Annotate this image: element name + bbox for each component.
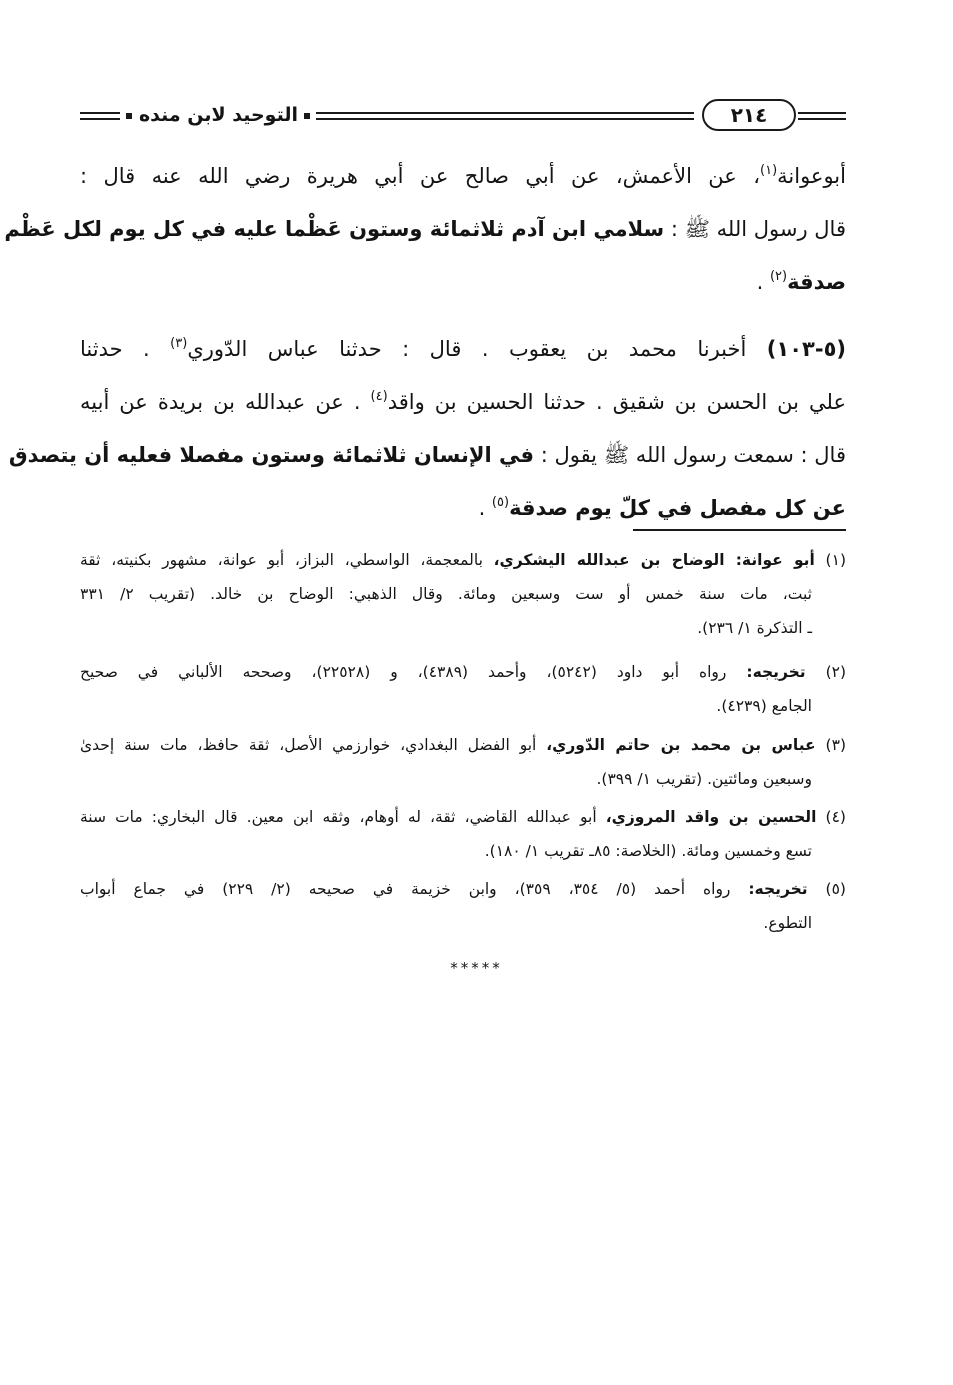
header-square-ornament <box>304 113 310 119</box>
hadith-matn: عن كل مفصل في كلّ يوم صدقة <box>509 496 846 520</box>
footnote-heading: تخريجه: <box>746 663 806 681</box>
footnote-text: تسع وخمسين ومائة. (الخلاصة: ٨٥ـ تقريب ١/ ١٨٠). <box>484 842 812 860</box>
text-line <box>80 482 846 535</box>
footnote-text: بالمعجمة، الواسطي، البزاز، أبو عوانة، مشهور بكنيته، ثقة <box>80 551 494 569</box>
text-line <box>80 323 846 376</box>
section-end-ornament: ***** <box>450 959 503 977</box>
text-line <box>80 256 846 309</box>
footnote-text: ـ التذكرة ١/ ٢٣٦). <box>697 619 812 637</box>
footnote-line <box>80 762 846 796</box>
text-segment: قال رسول الله ﷺ : <box>664 217 846 241</box>
footnote-2 <box>80 655 846 723</box>
footnote-heading: أبو عوانة: الوضاح بن عبدالله اليشكري، <box>493 551 815 569</box>
hadith-matn: سلامي ابن آدم ثلاثمائة وستون عَظْما عليه في كل يوم لكل عَظْم <box>4 217 665 241</box>
header-rule-middle <box>316 112 694 120</box>
footnote-5 <box>80 872 846 940</box>
footnote-text: رواه أبو داود (٥٢٤٢)، وأحمد (٤٣٨٩)، و (٢٢٥٢٨)، وصححه الألباني في صحيح <box>80 663 747 681</box>
footnote-text: التطوع. <box>763 914 812 932</box>
text-segment: . <box>478 496 492 520</box>
header-rule-left <box>80 112 120 120</box>
text-segment: قال : سمعت رسول الله ﷺ يقول : <box>534 443 846 467</box>
footnote-heading: تخريجه: <box>748 880 808 898</box>
book-title: التوحيد لابن منده <box>138 104 298 126</box>
footnote-text: وسبعين ومائتين. (تقريب ١/ ٣٩٩). <box>596 770 812 788</box>
footnote-separator <box>633 529 846 531</box>
footnote-number: (٢) <box>805 663 847 681</box>
footnote-text: أبو الفضل البغدادي، خوارزمي الأصل، ثقة حافظ، مات سنة إحدىٰ <box>80 736 547 754</box>
footnote-ref: (٢) <box>769 269 788 284</box>
footnote-line <box>80 543 846 577</box>
text-segment: . <box>756 270 770 294</box>
footnote-number: (٤) <box>816 808 846 826</box>
footnote-line <box>80 800 846 834</box>
footnote-text: رواه أحمد (٥/ ٣٥٤، ٣٥٩)، وابن خزيمة في صحيحه (٢/ ٢٢٩) في جماع أبواب <box>80 880 749 898</box>
footnote-ref: (٥) <box>491 495 510 510</box>
text-line <box>8 429 846 482</box>
hadith-matn: في الإنسان ثلاثمائة وستون مفصلا فعليه أن يتصدق <box>8 443 535 467</box>
footnote-line <box>80 872 846 906</box>
hadith-paragraph-1 <box>4 150 846 309</box>
isnad-text: ، عن الأعمش، عن أبي صالح عن أبي هريرة رضي الله عنه قال : <box>80 164 760 188</box>
footnote-text: أبو عبدالله القاضي، ثقة، له أوهام، وثقه ابن معين. قال البخاري: مات سنة <box>80 808 606 826</box>
text-line <box>80 376 846 429</box>
footnote-3 <box>80 728 846 796</box>
footnote-heading: عباس بن محمد بن حاتم الدّوري، <box>546 736 816 754</box>
footnote-1 <box>80 543 846 645</box>
hadith-number: (٥-١٠٣) <box>766 337 846 361</box>
footnote-number: (٣) <box>815 736 846 754</box>
footnote-line <box>80 611 846 645</box>
footnote-ref: (١) <box>760 163 778 178</box>
footnote-ref: (٤) <box>370 389 388 404</box>
footnote-number: (١) <box>814 551 846 569</box>
footnote-4 <box>80 800 846 868</box>
text-line <box>4 203 846 256</box>
footnote-text: الجامع (٤٢٣٩). <box>716 697 812 715</box>
footnote-number: (٥) <box>807 880 846 898</box>
footnote-text: ثبت، مات سنة خمس أو ست وسبعين ومائة. وقال الذهبي: الوضاح بن خالد. (تقريب ٢/ ٣٣١ <box>80 585 812 603</box>
narrator-name: أبوعوانة <box>777 164 846 188</box>
text-line <box>80 150 846 203</box>
footnote-line <box>80 906 846 940</box>
isnad-text: علي بن الحسن بن شقيق . حدثنا الحسين بن واقد <box>387 390 846 414</box>
isnad-text: . عن عبدالله بن بريدة عن أبيه <box>80 390 371 414</box>
hadith-matn: صدقة <box>787 270 846 294</box>
footnote-line <box>80 577 846 611</box>
isnad-text: أخبرنا محمد بن يعقوب . قال : حدثنا عباس الدّوري <box>187 337 767 361</box>
header-rule-right <box>798 112 846 120</box>
footnote-line <box>80 689 846 723</box>
footnote-line <box>80 655 846 689</box>
page-number: ٢١٤ <box>702 99 796 131</box>
footnote-line <box>80 728 846 762</box>
footnote-heading: الحسين بن واقد المروزي، <box>605 808 817 826</box>
hadith-paragraph-2 <box>8 323 846 535</box>
footnote-line <box>80 834 846 868</box>
isnad-text: . حدثنا <box>80 337 171 361</box>
running-header <box>80 98 846 134</box>
header-square-ornament <box>126 113 132 119</box>
footnote-ref: (٣) <box>170 336 188 351</box>
